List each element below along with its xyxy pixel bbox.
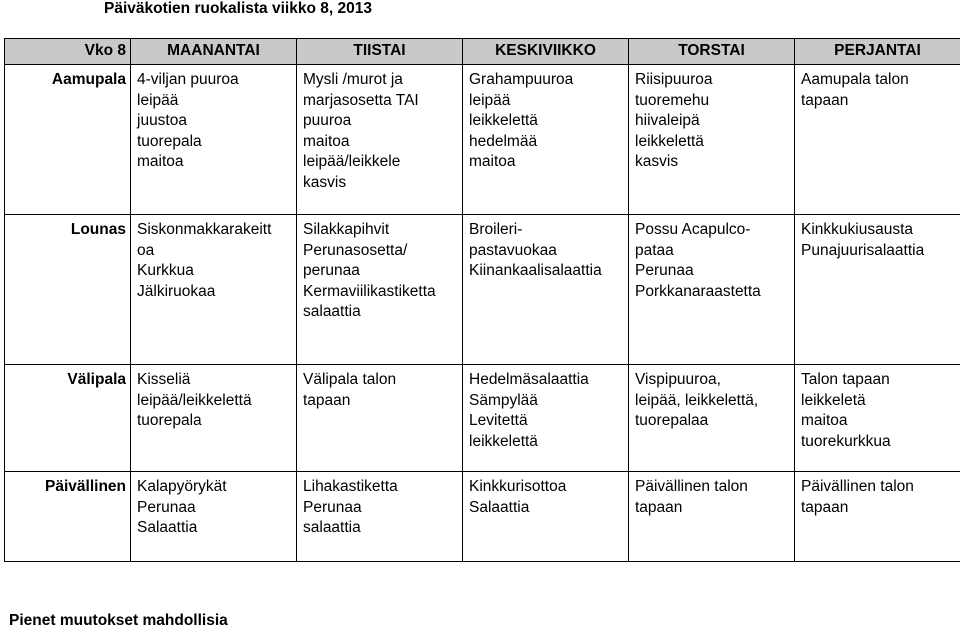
menu-cell-monday bbox=[131, 365, 297, 472]
meal-row-lounas bbox=[5, 215, 960, 365]
menu-cell-wednesday bbox=[463, 215, 629, 365]
menu-item: Salaattia bbox=[469, 498, 530, 516]
menu-item: tapaan bbox=[801, 91, 849, 109]
menu-item: tuorepala bbox=[137, 412, 202, 429]
menu-item: Perunaa bbox=[635, 262, 694, 279]
menu-item: maitoa bbox=[469, 153, 516, 170]
menu-item: pataa bbox=[635, 241, 674, 259]
menu-item: Kalapyörykät bbox=[137, 478, 227, 495]
menu-item: marjasosetta TAI bbox=[303, 91, 419, 109]
menu-item: leipää bbox=[137, 91, 179, 109]
menu-cell-wednesday bbox=[463, 65, 629, 215]
footer-note: Pienet muutokset mahdollisia bbox=[9, 612, 228, 629]
menu-item: tuorepala bbox=[137, 132, 202, 150]
menu-item: salaattia bbox=[303, 519, 361, 536]
meal-label: Aamupala bbox=[5, 65, 131, 215]
meal-label: Välipala bbox=[5, 365, 131, 472]
menu-item: perunaa bbox=[303, 262, 360, 279]
menu-item: Hedelmäsalaattia bbox=[469, 371, 589, 388]
menu-item: pastavuokaa bbox=[469, 241, 557, 259]
menu-item: Perunaa bbox=[303, 498, 362, 516]
menu-item: Kinkkurisottoa bbox=[469, 478, 567, 495]
menu-item: hiivaleipä bbox=[635, 112, 700, 129]
day-header-wednesday: KESKIVIIKKO bbox=[463, 39, 629, 65]
menu-cell-tuesday bbox=[297, 365, 463, 472]
menu-item: Riisipuuroa bbox=[635, 71, 713, 88]
menu-item: Salaattia bbox=[137, 519, 198, 536]
menu-item: leikkelettä bbox=[469, 432, 538, 450]
menu-cell-wednesday bbox=[463, 472, 629, 562]
menu-cell-thursday bbox=[629, 215, 795, 365]
menu-item: Perunasosetta/ bbox=[303, 241, 408, 259]
menu-item: maitoa bbox=[137, 153, 184, 170]
menu-item: Punajuurisalaattia bbox=[801, 241, 925, 259]
meal-row-valipala bbox=[5, 365, 960, 472]
menu-item: Sämpylää bbox=[469, 391, 538, 409]
menu-cell-friday bbox=[795, 215, 960, 365]
menu-cell-thursday bbox=[629, 65, 795, 215]
menu-item: Silakkapihvit bbox=[303, 221, 390, 238]
day-header-monday: MAANANTAI bbox=[131, 39, 297, 65]
menu-cell-tuesday bbox=[297, 215, 463, 365]
menu-item: Possu Acapulco- bbox=[635, 221, 751, 238]
menu-item: 4-viljan puuroa bbox=[137, 71, 239, 88]
page-title: Päiväkotien ruokalista viikko 8, 2013 bbox=[104, 0, 372, 17]
menu-cell-friday bbox=[795, 472, 960, 562]
menu-item: Broileri- bbox=[469, 221, 523, 238]
menu-item: leikkelettä bbox=[635, 132, 704, 150]
day-header-tuesday: TIISTAI bbox=[297, 39, 463, 65]
menu-item: Perunaa bbox=[137, 498, 196, 516]
menu-item: puuroa bbox=[303, 112, 352, 129]
meal-row-aamupala bbox=[5, 65, 960, 215]
menu-item: tapaan bbox=[303, 391, 351, 409]
menu-item: Aamupala talon bbox=[801, 71, 909, 88]
menu-item: juustoa bbox=[137, 112, 187, 129]
menu-cell-friday bbox=[795, 65, 960, 215]
menu-item: kasvis bbox=[635, 153, 679, 170]
menu-item: Talon tapaan bbox=[801, 371, 890, 388]
menu-item: Vispipuuroa, bbox=[635, 371, 721, 388]
menu-cell-monday bbox=[131, 215, 297, 365]
menu-item: tuorekurkkua bbox=[801, 432, 891, 450]
menu-item: Jälkiruokaa bbox=[137, 282, 216, 300]
menu-cell-wednesday bbox=[463, 365, 629, 472]
week-header: Vko 8 bbox=[5, 39, 131, 65]
menu-item: leikkeletä bbox=[801, 391, 866, 409]
menu-item: leikkelettä bbox=[469, 112, 538, 129]
menu-item: tuoremehu bbox=[635, 91, 710, 109]
menu-item: Kurkkua bbox=[137, 262, 194, 279]
menu-item: maitoa bbox=[801, 412, 848, 429]
menu-item: tapaan bbox=[801, 498, 849, 516]
day-header-friday: PERJANTAI bbox=[795, 39, 960, 65]
menu-cell-tuesday bbox=[297, 65, 463, 215]
menu-item: salaattia bbox=[303, 303, 361, 320]
menu-item: Välipala talon bbox=[303, 371, 397, 388]
menu-cell-thursday bbox=[629, 472, 795, 562]
menu-item: leipää/leikkelettä bbox=[137, 391, 252, 409]
menu-item: Mysli /murot ja bbox=[303, 71, 403, 88]
menu-item: Kiinankaalisalaattia bbox=[469, 262, 602, 279]
menu-item: leipää/leikkele bbox=[303, 153, 401, 170]
menu-table bbox=[4, 38, 960, 562]
menu-item: tuorepalaa bbox=[635, 412, 709, 429]
menu-item: Lihakastiketta bbox=[303, 478, 398, 495]
menu-item: leipää bbox=[469, 91, 511, 109]
menu-item: Kermaviilikastiketta bbox=[303, 282, 436, 300]
menu-cell-friday bbox=[795, 365, 960, 472]
menu-item: leipää, leikkelettä, bbox=[635, 391, 759, 409]
day-header-thursday: TORSTAI bbox=[629, 39, 795, 65]
menu-item: Päivällinen talon bbox=[801, 478, 914, 495]
meal-label: Päivällinen bbox=[5, 472, 131, 562]
menu-item: tapaan bbox=[635, 498, 683, 516]
menu-item: Siskonmakkarakeitt bbox=[137, 221, 272, 238]
menu-item: Kinkkukiusausta bbox=[801, 221, 914, 238]
menu-cell-monday bbox=[131, 65, 297, 215]
menu-item: oa bbox=[137, 241, 155, 259]
menu-item: Porkkanaraastetta bbox=[635, 282, 761, 300]
menu-cell-monday bbox=[131, 472, 297, 562]
menu-cell-thursday bbox=[629, 365, 795, 472]
menu-item: kasvis bbox=[303, 173, 347, 191]
menu-item: Grahampuuroa bbox=[469, 71, 574, 88]
menu-item: Päivällinen talon bbox=[635, 478, 748, 495]
header-row bbox=[5, 39, 960, 65]
meal-row-paivallinen bbox=[5, 472, 960, 562]
meal-label: Lounas bbox=[5, 215, 131, 365]
menu-item: hedelmää bbox=[469, 132, 538, 150]
menu-item: Levitettä bbox=[469, 412, 528, 429]
menu-item: Kisseliä bbox=[137, 371, 191, 388]
menu-item: maitoa bbox=[303, 132, 350, 150]
menu-cell-tuesday bbox=[297, 472, 463, 562]
